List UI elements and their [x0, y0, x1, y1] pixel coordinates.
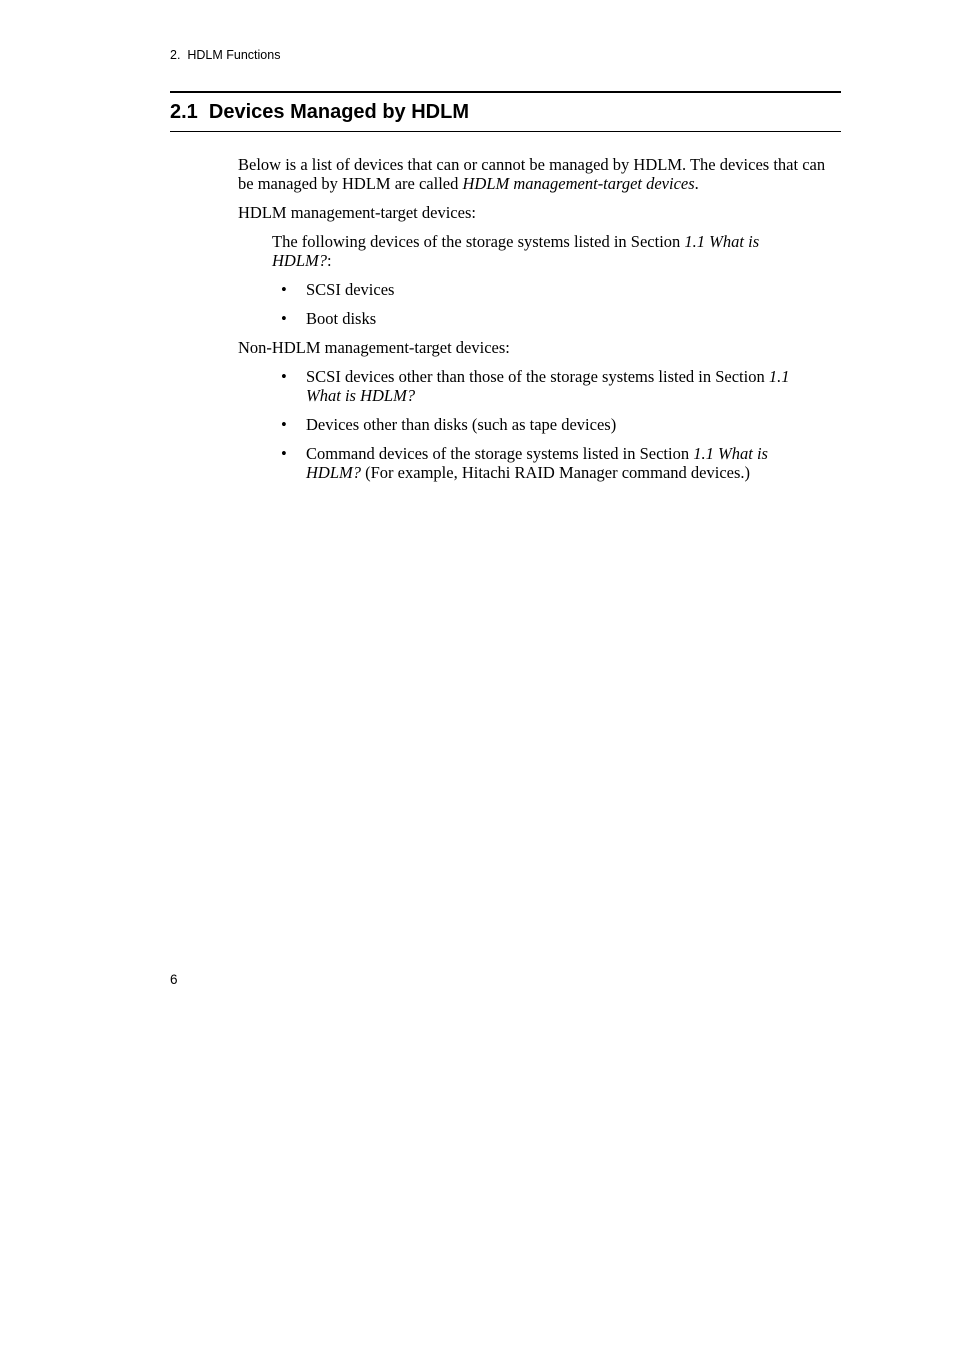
list-item-text: Boot disks	[306, 309, 377, 328]
page-number: 6	[170, 972, 178, 987]
managed-lead-end: :	[327, 251, 332, 270]
list-item-ref: 1.1 What is HDLM?	[306, 444, 768, 482]
list-item	[272, 367, 806, 405]
intro-paragraph	[238, 155, 843, 193]
managed-devices-label: HDLM management-target devices:	[238, 203, 476, 222]
bullet-icon: •	[281, 444, 287, 463]
document-body	[238, 155, 843, 492]
bullet-icon: •	[281, 280, 287, 299]
list-item-ref: 1.1 What is HDLM?	[306, 367, 790, 405]
list-item	[272, 280, 806, 299]
non-managed-devices-label: Non-HDLM management-target devices:	[238, 338, 510, 357]
list-item	[272, 309, 806, 328]
bullet-icon: •	[281, 367, 287, 386]
managed-lead-text: The following devices of the storage systems listed in Section	[272, 232, 685, 251]
managed-devices-list	[238, 280, 843, 328]
list-item-text: SCSI devices other than those of the storage systems listed in Section	[306, 367, 769, 386]
managed-lead-ref: 1.1 What is HDLM?	[272, 232, 760, 270]
bullet-icon: •	[281, 415, 287, 434]
section-title-block	[170, 91, 841, 132]
section-title: 2.1 Devices Managed by HDLM	[170, 101, 469, 123]
bullet-icon: •	[281, 309, 287, 328]
list-item	[272, 415, 806, 434]
intro-text: Below is a list of devices that can or cannot be managed by HDLM. The devices that can be managed by HDLM are called	[238, 155, 826, 193]
list-item-text: Command devices of the storage systems listed in Section	[306, 444, 694, 463]
running-header: 2. HDLM Functions	[170, 48, 281, 62]
intro-end: .	[694, 174, 699, 193]
intro-term: HDLM management-target devices	[462, 174, 695, 193]
list-item-end: (For example, Hitachi RAID Manager command devices.)	[361, 463, 751, 482]
non-managed-devices-list	[238, 367, 843, 482]
list-item-text: SCSI devices	[306, 280, 395, 299]
managed-devices-lead	[238, 232, 802, 270]
list-item	[272, 444, 806, 482]
list-item-text: Devices other than disks (such as tape devices)	[306, 415, 617, 434]
